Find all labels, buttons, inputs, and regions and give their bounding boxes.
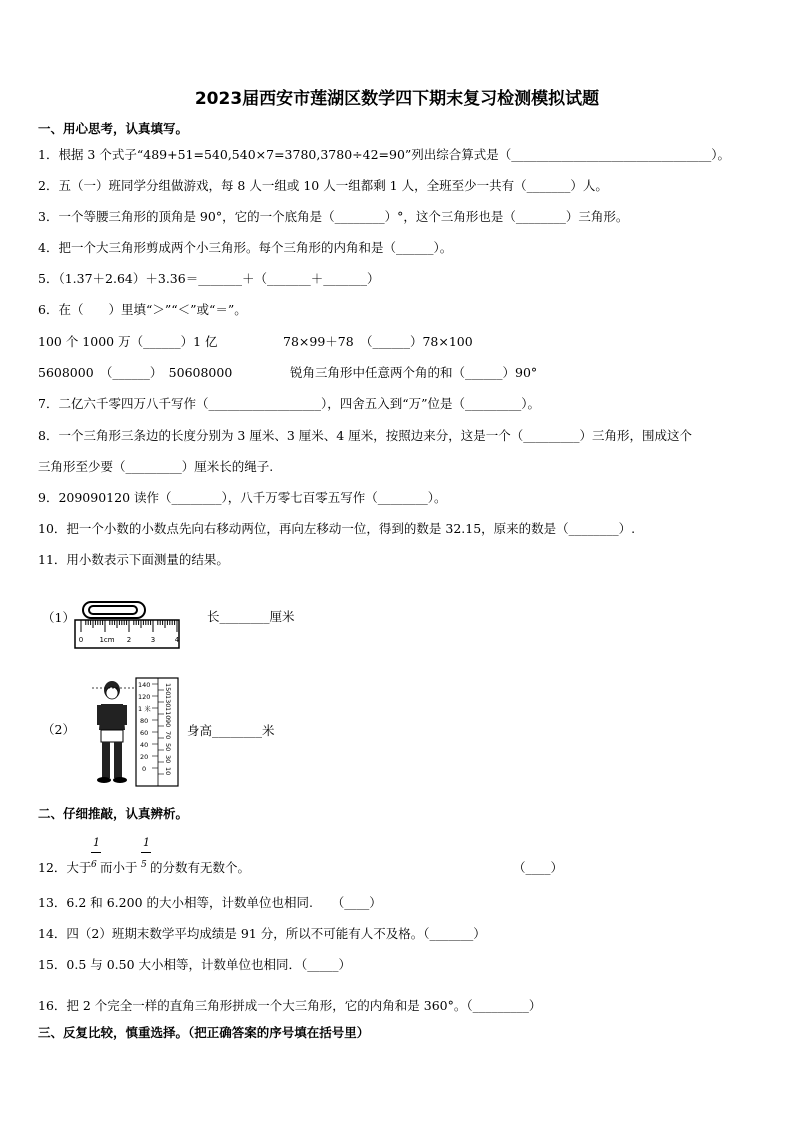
q12-frac2-denominator: 5 [141,860,147,870]
height-measure-figure [88,674,184,790]
question-12-mid: 而小于 [100,860,138,875]
question-11-part2-label: （2） [42,722,75,737]
question-8-line2: 三角形至少要（_________）厘米长的绳子. [38,459,274,474]
scale-right-2: 110 [164,707,172,720]
question-6c: 5608000 （______） 50608000 [38,365,233,380]
ruler-label-4: 4 [174,636,180,644]
scale-left-3: 80 [140,717,149,725]
question-11-part1-label: （1） [42,610,75,625]
scale-left-0: 140 [138,681,151,689]
question-9: 9．209090120 读作（________），八千万零七百零五写作（________）。 [38,490,447,505]
scale-right-7: 10 [164,767,172,776]
section-2-heading: 二、仔细推敲，认真辨析。 [38,806,189,821]
question-3: 3．一个等腰三角形的顶角是 90°，它的一个底角是（________）°，这个三角形也是（________）三角形。 [38,209,629,224]
q12-frac1-numerator: 1 [93,836,100,849]
question-5: 5．（1.37＋2.64）＋3.36＝_______＋（_______＋_______） [38,271,380,286]
question-12-answer: （____） [513,860,564,875]
child-figure-icon [97,681,127,783]
question-13: 13．6.2 和 6.200 的大小相等，计数单位也相同. （____） [38,895,382,910]
question-14: 14．四（2）班期末数学平均成绩是 91 分，所以不可能有人不及格。（_______） [38,926,486,941]
question-2: 2．五（一）班同学分组做游戏，每 8 人一组或 10 人一组都剩 1 人，全班至少一共有（_______）人。 [38,178,608,193]
question-7: 7．二亿六千零四万八千写作（__________________），四舍五入到“万”位是（_________）。 [38,396,540,411]
scale-right-0: 150 [164,683,172,696]
question-6b: 78×99＋78 （______）78×100 [283,334,473,349]
question-6a: 100 个 1000 万（______）1 亿 [38,334,218,349]
paperclip-icon [83,602,145,618]
scale-left-6: 20 [140,753,149,761]
question-10: 10．把一个小数的小数点先向右移动两位，再向左移动一位，得到的数是 32.15，原来的数是（________）. [38,521,636,536]
question-11-part1-answer: 长________厘米 [207,609,295,624]
ruler-label-0: 0 [78,636,84,644]
scale-right-4: 70 [164,731,172,740]
question-8-line1: 8．一个三角形三条边的长度分别为 3 厘米、3 厘米、4 厘米，按照边来分，这是一个（_________）三角形，围成这个 [38,428,692,443]
ruler-label-1: 1cm [99,636,115,644]
question-11: 11．用小数表示下面测量的结果。 [38,552,229,567]
q12-frac2-numerator: 1 [143,836,150,849]
question-16: 16．把 2 个完全一样的直角三角形拼成一个大三角形，它的内角和是 360°。（_________） [38,998,542,1013]
q12-frac2-bar [141,852,151,853]
question-1: 1．根据 3 个式子“489+51=540,540×7=3780,3780÷42=90”列出综合算式是（________________________________）。 [38,147,731,162]
scale-right-3: 90 [164,719,172,728]
scale-left-7: 0 [142,765,147,773]
question-6: 6．在（ ）里填“＞”“＜”或“＝”。 [38,302,247,317]
q12-frac1-bar [91,852,101,853]
q12-frac1-denominator: 6 [91,860,97,870]
question-4: 4．把一个大三角形剪成两个小三角形。每个三角形的内角和是（______）。 [38,240,453,255]
question-12-post: 的分数有无数个。 [150,860,251,875]
question-11-part2-answer: 身高________米 [187,723,275,738]
ruler-label-3: 3 [150,636,156,644]
scale-left-4: 60 [140,729,149,737]
question-6d: 锐角三角形中任意两个角的和（______）90° [290,365,538,380]
section-1-heading: 一、用心思考，认真填写。 [38,121,189,136]
scale-left-2: 1 米 [138,705,151,713]
question-12-pre: 12．大于 [38,860,92,875]
scale-right-5: 50 [164,743,172,752]
section-3-heading: 三、反复比较，慎重选择。（把正确答案的序号填在括号里） [38,1025,370,1040]
page-title: 2023届西安市莲湖区数学四下期末复习检测模拟试题 [194,89,600,109]
scale-right-6: 30 [164,755,172,764]
scale-left-1: 120 [138,693,151,701]
ruler-label-2: 2 [126,636,132,644]
question-15: 15．0.5 与 0.50 大小相等，计数单位也相同．（_____） [38,957,352,972]
ruler-paperclip-figure [73,598,185,652]
scale-left-5: 40 [140,741,149,749]
scale-right-1: 130 [164,695,172,708]
